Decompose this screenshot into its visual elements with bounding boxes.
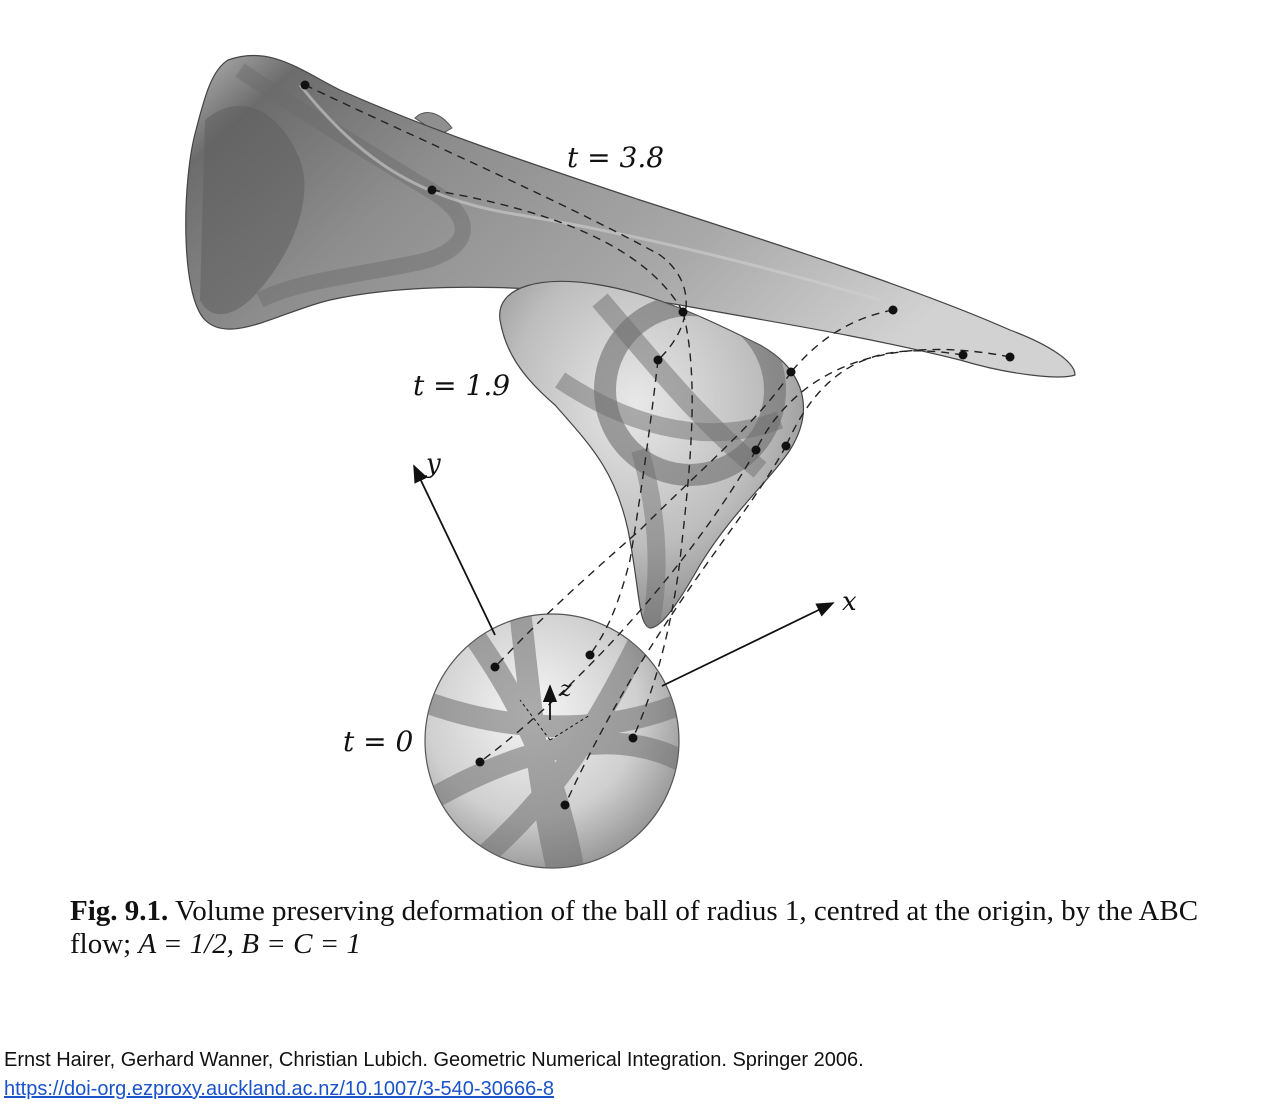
label-t19: t = 1.9 <box>413 369 511 402</box>
caption-math: A = 1/2, B = C = 1 <box>138 928 361 960</box>
label-t0: t = 0 <box>343 725 414 758</box>
citation <box>4 1046 864 1104</box>
doi-link[interactable]: https://doi-org.ezproxy.auckland.ac.nz/10.1007/3-540-30666-8 <box>4 1078 554 1100</box>
figure-caption <box>70 895 1220 961</box>
citation-text: Ernst Hairer, Gerhard Wanner, Christian Lubich. Geometric Numerical Integration. Springer 2006. <box>4 1049 864 1071</box>
surface-t0-ball <box>420 610 690 880</box>
label-t38: t = 3.8 <box>567 141 665 174</box>
x-axis-label: x <box>842 587 857 617</box>
y-axis <box>414 466 495 635</box>
surface-t19 <box>500 281 804 630</box>
caption-text: Volume preserving deformation of the ball of radius 1, centred at the origin, by the ABC flow; <box>70 895 1199 960</box>
z-axis-label: z <box>560 677 572 702</box>
caption-label: Fig. 9.1. <box>70 895 169 927</box>
y-axis-label: y <box>426 449 441 479</box>
x-axis <box>662 603 833 686</box>
